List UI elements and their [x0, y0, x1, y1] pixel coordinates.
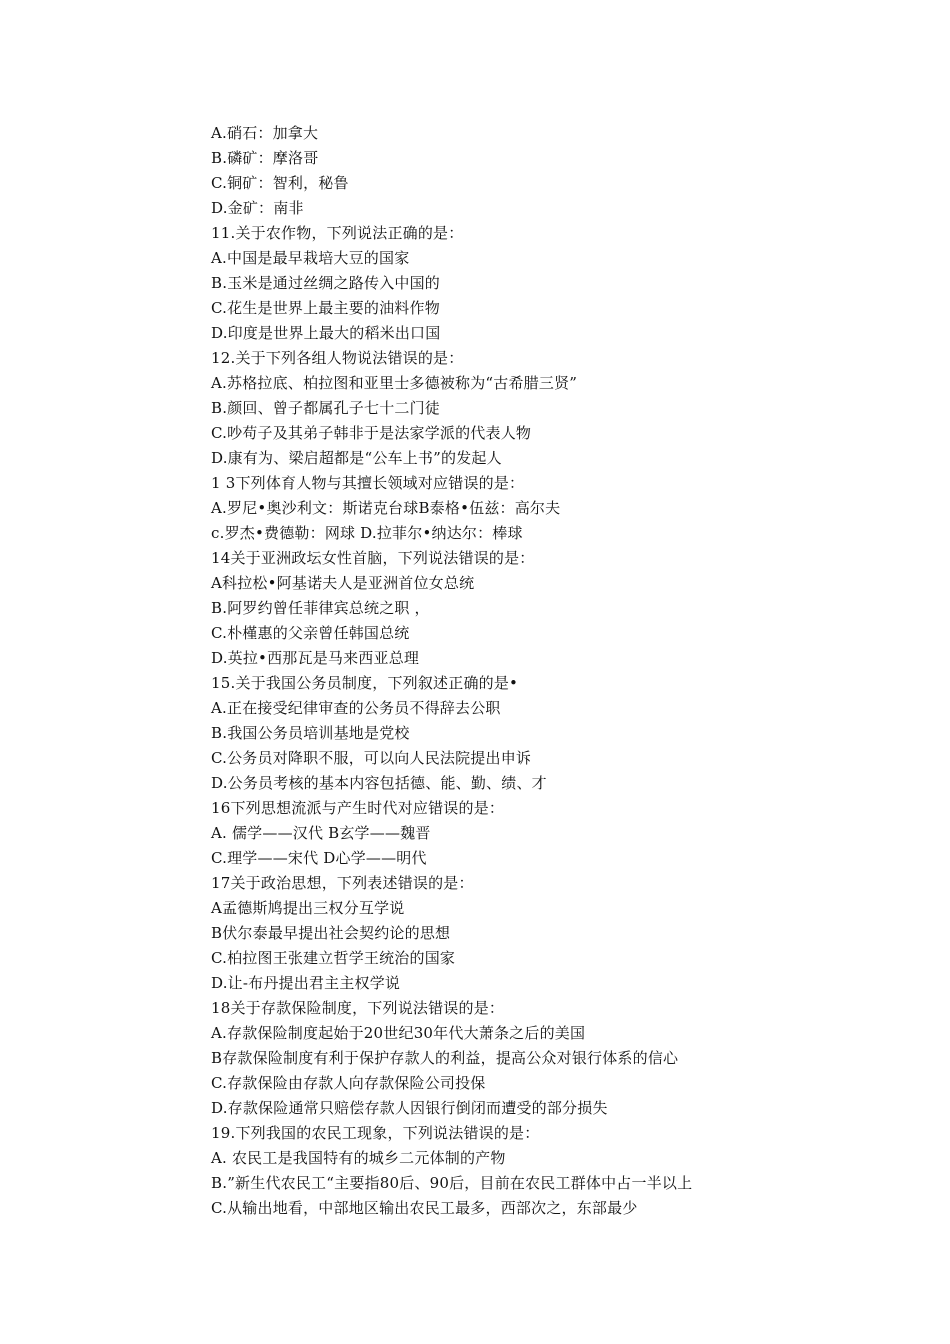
- text-line: D.让-布丹提出君主主权学说: [211, 974, 401, 992]
- text-line: D.英拉•西那瓦是马来西亚总理: [211, 649, 420, 667]
- text-line: A. 农民工是我国特有的城乡二元体制的产物: [211, 1149, 506, 1167]
- text-line: D.金矿：南非: [211, 199, 304, 217]
- text-line: D.公务员考核的基本内容包括德、能、勤、绩、才: [211, 774, 547, 792]
- text-line: C.存款保险由存款人向存款保险公司投保: [211, 1074, 486, 1092]
- text-line: C.花生是世界上最主要的油料作物: [211, 299, 440, 317]
- text-line: B存款保险制度有利于保护存款人的利益，提高公众对银行体系的信心: [211, 1049, 679, 1067]
- question-15: 15.关于我国公务员制度，下列叙述正确的是•: [211, 674, 519, 692]
- text-line: A.中国是最早栽培大豆的国家: [211, 249, 410, 267]
- question-18: 18关于存款保险制度，下列说法错误的是：: [211, 999, 505, 1017]
- text-line: A.存款保险制度起始于20世纪30年代大萧条之后的美国: [211, 1024, 586, 1042]
- text-line: C.公务员对降职不服，可以向人民法院提出申诉: [211, 749, 532, 767]
- question-19: 19.下列我国的农民工现象，下列说法错误的是：: [211, 1124, 540, 1142]
- text-line: C.理学——宋代 D心学——明代: [211, 849, 427, 867]
- text-line: C.从输出地看，中部地区输出农民工最多，西部次之，东部最少: [211, 1199, 638, 1217]
- text-line: C.吵苟子及其弟子韩非于是法家学派的代表人物: [211, 424, 532, 442]
- text-line: A科拉松•阿基诺夫人是亚洲首位女总统: [211, 574, 475, 592]
- question-13: 1 3下列体育人物与其擅长领域对应错误的是：: [211, 474, 525, 492]
- text-line: B.颜回、曾子都属孔子七十二门徒: [211, 399, 440, 417]
- text-line: A.罗尼•奥沙利文：斯诺克台球B泰格•伍兹：高尔夫: [211, 499, 561, 517]
- text-line: C.铜矿：智利，秘鲁: [211, 174, 349, 192]
- document-body: [211, 121, 911, 1221]
- text-line: B.我国公务员培训基地是党校: [211, 724, 410, 742]
- text-line: A.硝石：加拿大: [211, 124, 319, 142]
- text-line: C.柏拉图王张建立哲学王统治的国家: [211, 949, 456, 967]
- text-line: A孟德斯鸠提出三权分互学说: [211, 899, 405, 917]
- text-line: B伏尔泰最早提出社会契约论的思想: [211, 924, 451, 942]
- text-line: c.罗杰•费德勒：网球 D.拉菲尔•纳达尔：棒球: [211, 524, 523, 542]
- question-11: 11.关于农作物，下列说法正确的是：: [211, 224, 464, 242]
- text-line: B.磷矿：摩洛哥: [211, 149, 319, 167]
- text-line: A.苏格拉底、柏拉图和亚里士多德被称为“古希腊三贤”: [211, 374, 578, 392]
- text-line: D.存款保险通常只赔偿存款人因银行倒闭而遭受的部分损失: [211, 1099, 608, 1117]
- text-line: A. 儒学——汉代 B玄学——魏晋: [211, 824, 431, 842]
- text-line: C.朴槿惠的父亲曾任韩国总统: [211, 624, 410, 642]
- question-12: 12.关于下列各组人物说法错误的是：: [211, 349, 464, 367]
- text-line: A.正在接受纪律审查的公务员不得辞去公职: [211, 699, 501, 717]
- text-line: B.”新生代农民工“主要指80后、90后，目前在农民工群体中占一半以上: [211, 1174, 693, 1192]
- text-line: B.玉米是通过丝绸之路传入中国的: [211, 274, 440, 292]
- question-16: 16下列思想流派与产生时代对应错误的是：: [211, 799, 505, 817]
- question-14: 14关于亚洲政坛女性首脑，下列说法错误的是：: [211, 549, 535, 567]
- text-line: D.印度是世界上最大的稻米出口国: [211, 324, 441, 342]
- text-line: B.阿罗约曾任菲律宾总统之职 ，: [211, 599, 430, 617]
- text-line: D.康有为、梁启超都是“公车上书”的发起人: [211, 449, 502, 467]
- question-17: 17关于政治思想，下列表述错误的是：: [211, 874, 474, 892]
